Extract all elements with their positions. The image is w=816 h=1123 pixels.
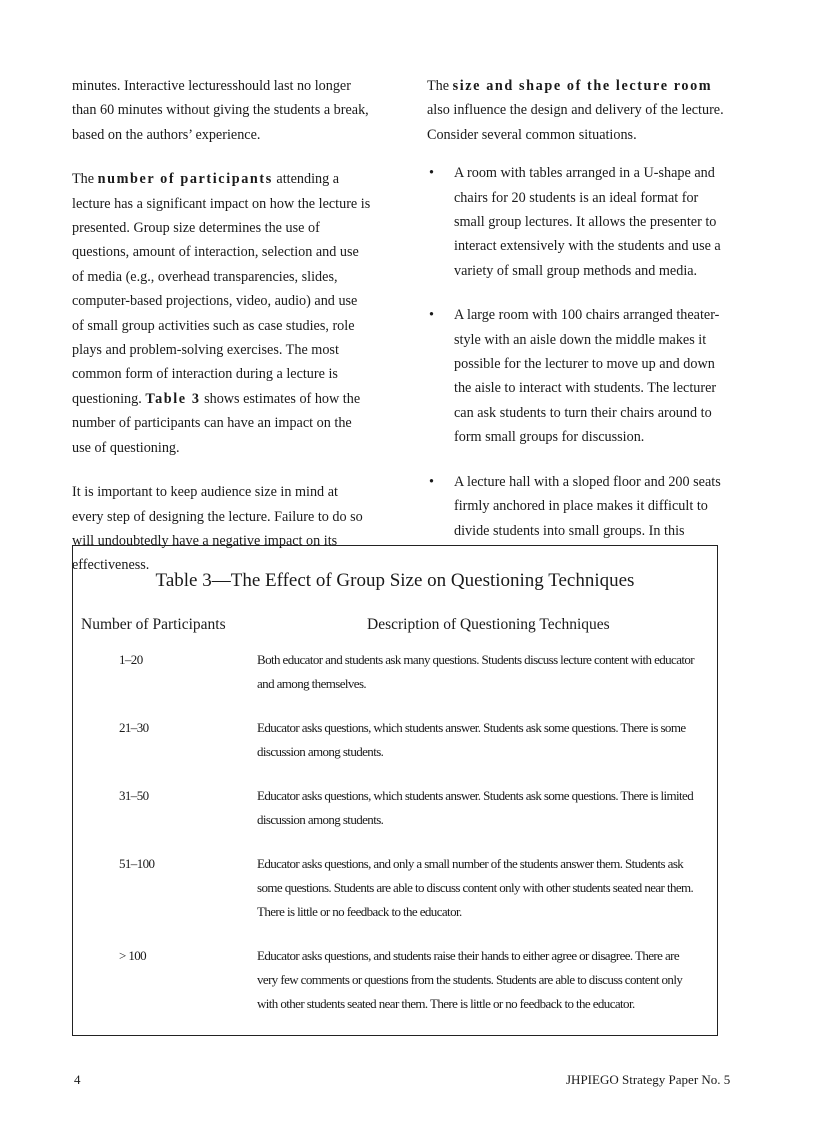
room-situations-list xyxy=(427,161,727,543)
bullet-icon: • xyxy=(429,473,434,490)
cell-description: Educator asks questions, which students answer. Students ask some questions. There is some discussion among students. xyxy=(257,720,686,759)
bullet-icon: • xyxy=(429,165,434,182)
column-header-participants: Number of Participants xyxy=(81,616,226,633)
text-segment: shows estimates of how the number of participants can have an impact on the use of questioning. xyxy=(72,390,361,456)
questioning-techniques-table xyxy=(72,545,718,1036)
table-reference: Table 3 xyxy=(145,390,201,407)
list-item-text: A large room with 100 chairs arranged theater-style with an aisle down the middle makes it possible for the lecturer to move up and down the aisle to interact with students. The lecturer can ask students to turn their chairs around to form small groups for discussion. xyxy=(454,307,720,446)
cell-participants: 31–50 xyxy=(119,788,149,803)
text-segment: also influence the design and delivery of the lecture. Consider several common situations. xyxy=(427,102,724,143)
paragraph-audience-size: It is important to keep audience size in mind at every step of designing the lecture. Failure to do so will undoubtedly have a negative impact on its effectiveness. xyxy=(72,484,363,574)
column-header-description: Description of Questioning Techniques xyxy=(367,616,610,633)
cell-participants: 1–20 xyxy=(119,652,143,667)
cell-description: Educator asks questions, and only a small number of the students answer them. Students ask some questions. Students are able to discuss content only with other students seated near them. There is little or no feedback to the educator. xyxy=(257,856,694,919)
bullet-icon: • xyxy=(429,307,434,324)
list-item xyxy=(427,161,727,283)
text-segment: attending a lecture has a significant impact on how the lecture is presented. Group size determines the use of questions, amount of interaction, selection and use of media (e.g., overhead transparencies, slides, computer-based projections, video, audio) and use of small group activities such as case studies, role plays and problem-solving exercises. The most common form of interaction during a lecture is questioning. xyxy=(72,171,371,407)
cell-participants: > 100 xyxy=(119,948,147,963)
left-column xyxy=(72,74,372,578)
paragraph-number-of-participants xyxy=(72,167,372,460)
cell-participants: 21–30 xyxy=(119,720,149,735)
cell-description: Both educator and students ask many questions. Students discuss lecture content with educator and among themselves. xyxy=(257,652,695,691)
text-segment: The xyxy=(427,78,453,94)
list-item-text: A lecture hall with a sloped floor and 200 seats firmly anchored in place makes it difficult to divide students into small groups. In this xyxy=(454,473,721,539)
page-number: 4 xyxy=(74,1072,81,1087)
list-item xyxy=(427,470,727,543)
paragraph-lecture-length: minutes. Interactive lecturesshould last no longer than 60 minutes without giving the students a break, based on the authors’ experience. xyxy=(72,78,369,143)
cell-participants: 51–100 xyxy=(119,856,155,871)
text-segment: The xyxy=(72,171,98,188)
term-number-of-participants: number of participants xyxy=(97,171,273,188)
list-item-text: A room with tables arranged in a U-shape and chairs for 20 students is an ideal format for small group lectures. It allows the presenter to interact extensively with the students and use a variety of small group methods and media. xyxy=(454,165,721,279)
term-size-and-shape: size and shape of the lecture room xyxy=(452,78,713,94)
cell-description: Educator asks questions, which students answer. Students ask some questions. There is limited discussion among students. xyxy=(257,788,694,827)
right-column xyxy=(427,74,727,563)
publication-title: JHPIEGO Strategy Paper No. 5 xyxy=(566,1072,731,1087)
paragraph-room-intro xyxy=(427,74,727,147)
table-title: Table 3—The Effect of Group Size on Questioning Techniques xyxy=(155,570,635,591)
cell-description: Educator asks questions, and students raise their hands to either agree or disagree. There are very few comments or questions from the students. Students are able to discuss content only with other students seated near them. There is little or no feedback to the educator. xyxy=(257,948,683,1011)
list-item xyxy=(427,303,727,449)
